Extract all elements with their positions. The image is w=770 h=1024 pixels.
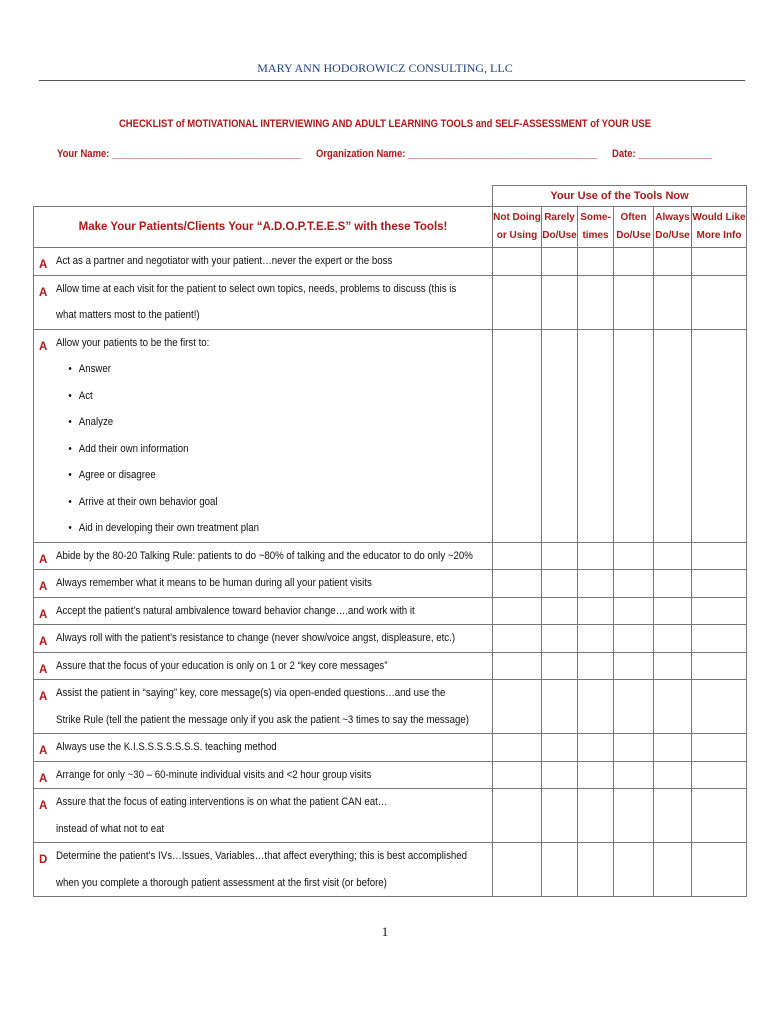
rating-cell[interactable] xyxy=(578,680,614,734)
tool-description-line: Arrange for only ~30 – 60-minute individual visits and <2 hour group visits xyxy=(56,768,372,781)
tool-description-line: Act as a partner and negotiator with your patient…never the expert or the boss xyxy=(56,255,393,267)
rating-cell[interactable] xyxy=(614,570,654,598)
column-header-line: Do/Use xyxy=(655,230,690,241)
table-row xyxy=(34,734,747,762)
tool-description-line: Always remember what it means to be human during all your patient visits xyxy=(56,577,372,589)
rating-cell[interactable] xyxy=(654,734,692,762)
rating-cell[interactable] xyxy=(493,652,542,680)
column-header xyxy=(578,207,614,248)
adoptees-letter: A xyxy=(39,259,48,271)
rating-cell[interactable] xyxy=(614,597,654,625)
bullet-item: • Analyze xyxy=(56,409,440,436)
rating-cell[interactable] xyxy=(578,843,614,897)
document-title: CHECKLIST of MOTIVATIONAL INTERVIEWING AND ADULT LEARNING TOOLS and SELF-ASSESSMENT of YOUR USE xyxy=(118,118,652,130)
rating-cell[interactable] xyxy=(493,597,542,625)
rating-cell[interactable] xyxy=(692,570,747,598)
table-row xyxy=(34,789,747,843)
table-row xyxy=(34,329,747,542)
rating-cell[interactable] xyxy=(654,789,692,843)
adoptees-letter: A xyxy=(39,581,48,593)
table-row xyxy=(34,570,747,598)
rating-cell[interactable] xyxy=(542,680,578,734)
rating-cell[interactable] xyxy=(578,734,614,762)
rating-cell[interactable] xyxy=(614,761,654,789)
rating-cell[interactable] xyxy=(614,843,654,897)
column-header xyxy=(614,207,654,248)
rating-cell[interactable] xyxy=(654,275,692,329)
tool-description-line: Allow your patients to be the first to: xyxy=(56,336,210,349)
rating-cell[interactable] xyxy=(692,652,747,680)
tool-description-line: what matters most to the patient!) xyxy=(56,309,200,321)
column-header-line: or Using xyxy=(496,230,538,241)
tool-description xyxy=(34,680,493,734)
rating-cell[interactable] xyxy=(542,275,578,329)
adoptees-header: Make Your Patients/Clients Your “A.D.O.P.T.E.E.S” with these Tools! xyxy=(34,207,493,248)
rating-cell[interactable] xyxy=(578,248,614,276)
rating-cell[interactable] xyxy=(654,625,692,653)
rating-cell[interactable] xyxy=(692,542,747,570)
page-number: 1 xyxy=(381,924,389,939)
tool-description xyxy=(34,734,493,762)
column-header xyxy=(542,207,578,248)
adoptees-letter: A xyxy=(39,286,48,299)
rating-cell[interactable] xyxy=(654,542,692,570)
tool-description-line: Abide by the 80-20 Talking Rule: patients to do ~80% of talking and the educator to do only ~20% xyxy=(56,549,473,562)
rating-cell[interactable] xyxy=(578,761,614,789)
bullet-item: • Arrive at their own behavior goal xyxy=(56,489,440,516)
rating-cell[interactable] xyxy=(493,248,542,276)
tool-description xyxy=(34,329,493,542)
column-header xyxy=(493,207,542,248)
rating-cell[interactable] xyxy=(692,734,747,762)
rating-cell[interactable] xyxy=(654,248,692,276)
rating-cell[interactable] xyxy=(692,625,747,653)
column-header-line: Always xyxy=(655,212,690,223)
adoptees-letter: A xyxy=(39,745,48,757)
tool-description xyxy=(34,248,493,276)
tool-description-line: Assure that the focus of eating interventions is on what the patient CAN eat… xyxy=(56,796,388,808)
column-header-line: Not Doing xyxy=(493,212,541,223)
table-row xyxy=(34,843,747,897)
tool-description xyxy=(34,570,493,598)
adoptees-letter: A xyxy=(39,800,48,812)
tool-description-line: Determine the patient’s IVs…Issues, Variables…that affect everything; this is best accomplished xyxy=(56,850,468,862)
tool-description xyxy=(34,652,493,680)
rating-cell[interactable] xyxy=(614,652,654,680)
tool-description xyxy=(34,597,493,625)
adoptees-letter: A xyxy=(39,608,48,621)
bullet-item: • Agree or disagree xyxy=(56,462,440,489)
table-row xyxy=(34,248,747,276)
rating-cell[interactable] xyxy=(614,275,654,329)
column-header-line: Some- xyxy=(580,212,611,223)
table-row xyxy=(34,542,747,570)
column-header-line: Do/Use xyxy=(616,230,651,241)
rating-cell[interactable] xyxy=(654,761,692,789)
rating-cell[interactable] xyxy=(493,275,542,329)
bullet-item: • Aid in developing their own treatment plan xyxy=(56,515,440,542)
rating-cell[interactable] xyxy=(654,680,692,734)
adoptees-letter: A xyxy=(39,772,48,785)
table-row xyxy=(34,625,747,653)
adoptees-letter: A xyxy=(39,553,48,566)
rating-cell[interactable] xyxy=(692,680,747,734)
table-row xyxy=(34,597,747,625)
tool-description xyxy=(34,789,493,843)
tool-description-line: Strike Rule (tell the patient the message only if you ask the patient ~3 times to say the message) xyxy=(56,713,469,726)
rating-cell[interactable] xyxy=(578,570,614,598)
tool-description-line: Always use the K.I.S.S.S.S.S.S.S. teaching method xyxy=(56,741,277,753)
rating-cell[interactable] xyxy=(542,789,578,843)
rating-cell[interactable] xyxy=(578,625,614,653)
rating-cell[interactable] xyxy=(493,761,542,789)
rating-cell[interactable] xyxy=(542,542,578,570)
tool-description-line: Allow time at each visit for the patient to select own topics, needs, problems to discuss (this is xyxy=(56,282,457,295)
table-row xyxy=(34,761,747,789)
rating-cell[interactable] xyxy=(654,843,692,897)
tool-description-line: when you complete a thorough patient assessment at the first visit (or before) xyxy=(56,876,387,889)
bullet-item: • Act xyxy=(56,383,440,410)
rating-cell[interactable] xyxy=(542,761,578,789)
rating-cell[interactable] xyxy=(692,329,747,542)
rating-cell[interactable] xyxy=(542,329,578,542)
tool-description-line: Always roll with the patient’s resistance to change (never show/voice angst, displeasure, etc.) xyxy=(56,632,456,644)
company-header: MARY ANN HODOROWICZ CONSULTING, LLC xyxy=(257,61,513,75)
bullet-item: • Answer xyxy=(56,356,440,383)
tool-description xyxy=(34,542,493,570)
rating-cell[interactable] xyxy=(542,843,578,897)
tool-description xyxy=(34,761,493,789)
rating-cell[interactable] xyxy=(614,625,654,653)
rating-cell[interactable] xyxy=(614,680,654,734)
rating-cell[interactable] xyxy=(614,542,654,570)
rating-cell[interactable] xyxy=(578,542,614,570)
rating-cell[interactable] xyxy=(692,761,747,789)
adoptees-letter: D xyxy=(39,854,48,866)
rating-cell[interactable] xyxy=(542,248,578,276)
column-header-line: times xyxy=(582,230,609,241)
rating-cell[interactable] xyxy=(578,789,614,843)
tool-description xyxy=(34,625,493,653)
adoptees-letter: A xyxy=(39,340,48,353)
rating-cell[interactable] xyxy=(614,734,654,762)
rating-cell[interactable] xyxy=(654,652,692,680)
rating-cell[interactable] xyxy=(493,329,542,542)
rating-cell[interactable] xyxy=(493,843,542,897)
rating-cell[interactable] xyxy=(493,680,542,734)
rating-cell[interactable] xyxy=(578,275,614,329)
rating-cell[interactable] xyxy=(654,597,692,625)
tool-description-line: Assure that the focus of your education is only on 1 or 2 “key core messages” xyxy=(56,659,388,672)
adoptees-letter: A xyxy=(39,663,48,676)
rating-cell[interactable] xyxy=(542,652,578,680)
rating-cell[interactable] xyxy=(542,625,578,653)
rating-cell[interactable] xyxy=(542,570,578,598)
table-row xyxy=(34,652,747,680)
organization-name-field[interactable]: Organization Name: ____________________________________ xyxy=(316,148,598,160)
adoptees-letter: A xyxy=(39,691,48,703)
column-header xyxy=(654,207,692,248)
rating-cell[interactable] xyxy=(692,843,747,897)
rating-cell[interactable] xyxy=(578,652,614,680)
column-header-line: Often xyxy=(620,212,647,223)
checklist-table xyxy=(33,185,747,897)
tool-description-line: Accept the patient’s natural ambivalence toward behavior change….and work with it xyxy=(56,604,415,617)
rating-cell[interactable] xyxy=(493,570,542,598)
table-row xyxy=(34,275,747,329)
rating-cell[interactable] xyxy=(578,329,614,542)
rating-cell[interactable] xyxy=(654,570,692,598)
rating-cell[interactable] xyxy=(493,734,542,762)
your-name-field[interactable]: Your Name: ____________________________________ xyxy=(57,148,302,160)
rating-cell[interactable] xyxy=(542,734,578,762)
bullet-item: • Add their own information xyxy=(56,436,440,463)
rating-cell[interactable] xyxy=(493,625,542,653)
rating-cell[interactable] xyxy=(493,542,542,570)
rating-cell[interactable] xyxy=(493,789,542,843)
header-divider xyxy=(39,80,745,81)
rating-cell[interactable] xyxy=(578,597,614,625)
adoptees-letter: A xyxy=(39,636,48,648)
rating-cell[interactable] xyxy=(692,275,747,329)
column-header-line: Rarely xyxy=(544,212,575,223)
tool-description-line: instead of what not to eat xyxy=(56,822,165,835)
rating-cell[interactable] xyxy=(692,248,747,276)
tools-usage-group-header: Your Use of the Tools Now xyxy=(493,186,747,207)
rating-cell[interactable] xyxy=(654,329,692,542)
table-row xyxy=(34,680,747,734)
rating-cell[interactable] xyxy=(614,789,654,843)
rating-cell[interactable] xyxy=(692,597,747,625)
column-header-line: Do/Use xyxy=(542,230,577,241)
rating-cell[interactable] xyxy=(614,248,654,276)
column-header-line: More Info xyxy=(696,230,742,241)
tool-description xyxy=(34,275,493,329)
tool-description xyxy=(34,843,493,897)
column-header-line: Would Like xyxy=(692,212,746,223)
rating-cell[interactable] xyxy=(692,789,747,843)
rating-cell[interactable] xyxy=(542,597,578,625)
column-header xyxy=(692,207,747,248)
date-field[interactable]: Date: ______________ xyxy=(612,148,712,160)
rating-cell[interactable] xyxy=(614,329,654,542)
tool-description-line: Assist the patient in “saying” key, core message(s) via open-ended questions…and use the xyxy=(56,687,446,699)
